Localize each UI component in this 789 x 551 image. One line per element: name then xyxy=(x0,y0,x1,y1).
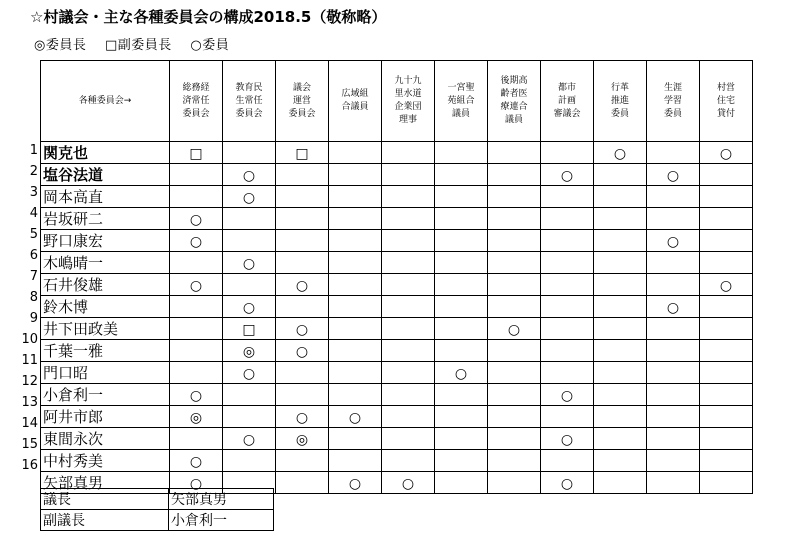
membership-mark: ○ xyxy=(719,277,733,294)
membership-mark: ○ xyxy=(613,145,627,162)
membership-cell xyxy=(170,428,223,450)
member-name: 東間永次 xyxy=(41,428,170,450)
membership-cell xyxy=(700,318,753,340)
membership-cell xyxy=(223,296,276,318)
membership-mark: ○ xyxy=(666,233,680,250)
table-row xyxy=(41,428,753,450)
membership-cell xyxy=(647,384,700,406)
membership-cell xyxy=(435,384,488,406)
membership-mark: ○ xyxy=(189,387,203,404)
membership-cell xyxy=(170,340,223,362)
membership-cell xyxy=(276,296,329,318)
membership-mark: ○ xyxy=(560,167,574,184)
row-number: 13 xyxy=(21,395,38,410)
committee-header: 議会 運営 委員会 xyxy=(276,61,329,142)
membership-mark: ○ xyxy=(242,365,256,382)
membership-cell xyxy=(594,164,647,186)
membership-cell xyxy=(329,318,382,340)
membership-cell xyxy=(329,384,382,406)
membership-cell xyxy=(435,340,488,362)
table-row xyxy=(41,362,753,384)
membership-cell xyxy=(541,252,594,274)
membership-cell xyxy=(541,362,594,384)
officer-role: 副議長 xyxy=(41,510,169,531)
membership-cell xyxy=(435,252,488,274)
membership-cell xyxy=(382,450,435,472)
membership-cell xyxy=(594,208,647,230)
row-number: 15 xyxy=(21,437,38,452)
member-name: 鈴木博 xyxy=(41,296,170,318)
membership-cell xyxy=(647,450,700,472)
membership-mark: ○ xyxy=(560,387,574,404)
membership-cell xyxy=(541,318,594,340)
membership-cell xyxy=(435,230,488,252)
membership-cell xyxy=(276,384,329,406)
table-row xyxy=(41,274,753,296)
page-title: ☆村議会・主な各種委員会の構成2018.5（敬称略） xyxy=(30,8,387,26)
committee-header: 村営 住宅 貸付 xyxy=(700,61,753,142)
membership-cell xyxy=(223,252,276,274)
membership-cell xyxy=(594,186,647,208)
membership-cell xyxy=(647,230,700,252)
membership-cell xyxy=(594,296,647,318)
committee-header: 九十九 里水道 企業団 理事 xyxy=(382,61,435,142)
row-number: 16 xyxy=(21,458,38,473)
membership-cell xyxy=(329,296,382,318)
membership-cell xyxy=(276,230,329,252)
officer-name: 小倉利一 xyxy=(169,510,274,531)
membership-cell xyxy=(541,230,594,252)
row-number: 9 xyxy=(29,311,38,326)
officer-row xyxy=(41,510,274,531)
membership-cell xyxy=(647,296,700,318)
membership-cell xyxy=(541,472,594,494)
membership-cell xyxy=(276,186,329,208)
officer-role: 議長 xyxy=(41,489,169,510)
officer-row xyxy=(41,489,274,510)
membership-cell xyxy=(700,208,753,230)
membership-cell xyxy=(488,186,541,208)
membership-cell xyxy=(276,428,329,450)
membership-cell xyxy=(382,230,435,252)
membership-cell xyxy=(435,318,488,340)
membership-cell xyxy=(700,428,753,450)
membership-cell xyxy=(594,252,647,274)
membership-mark: ○ xyxy=(666,299,680,316)
member-name: 中村秀美 xyxy=(41,450,170,472)
membership-cell xyxy=(488,274,541,296)
committee-header: 後期高 齢者医 療連合 議員 xyxy=(488,61,541,142)
membership-cell xyxy=(170,450,223,472)
membership-cell xyxy=(594,472,647,494)
membership-cell xyxy=(594,318,647,340)
member-name: 関克也 xyxy=(41,142,170,164)
membership-cell xyxy=(329,274,382,296)
membership-cell xyxy=(594,142,647,164)
membership-cell xyxy=(223,450,276,472)
membership-mark: ◎ xyxy=(295,431,309,448)
membership-cell xyxy=(488,450,541,472)
membership-cell xyxy=(488,472,541,494)
membership-cell xyxy=(223,142,276,164)
membership-cell xyxy=(541,208,594,230)
membership-cell xyxy=(541,340,594,362)
membership-cell xyxy=(170,406,223,428)
committee-header: 広域組 合議員 xyxy=(329,61,382,142)
membership-cell xyxy=(170,274,223,296)
membership-cell xyxy=(435,450,488,472)
membership-cell xyxy=(488,362,541,384)
row-number: 6 xyxy=(29,248,38,263)
member-name: 塩谷法道 xyxy=(41,164,170,186)
membership-cell xyxy=(541,142,594,164)
membership-cell xyxy=(435,186,488,208)
row-number: 1 xyxy=(29,143,38,158)
membership-mark: ○ xyxy=(719,145,733,162)
row-number: 3 xyxy=(29,185,38,200)
table-row xyxy=(41,296,753,318)
membership-cell xyxy=(276,252,329,274)
membership-cell xyxy=(541,296,594,318)
membership-cell xyxy=(223,340,276,362)
table-row xyxy=(41,340,753,362)
member-name: 矢部真男 xyxy=(41,472,170,494)
membership-cell xyxy=(223,274,276,296)
membership-cell xyxy=(700,472,753,494)
membership-mark: ○ xyxy=(189,233,203,250)
membership-cell xyxy=(488,340,541,362)
membership-mark: ◎ xyxy=(242,343,256,360)
committee-header: 都市 計画 審議会 xyxy=(541,61,594,142)
committee-table xyxy=(40,60,753,494)
membership-cell xyxy=(170,384,223,406)
row-number: 2 xyxy=(29,164,38,179)
row-number: 8 xyxy=(29,290,38,305)
member-name: 木嶋晴一 xyxy=(41,252,170,274)
membership-cell xyxy=(170,296,223,318)
membership-cell xyxy=(647,428,700,450)
membership-cell xyxy=(488,296,541,318)
membership-cell xyxy=(276,406,329,428)
row-number: 4 xyxy=(29,206,38,221)
membership-cell xyxy=(647,252,700,274)
membership-mark: ○ xyxy=(295,321,309,338)
legend xyxy=(34,34,243,53)
member-name: 野口康宏 xyxy=(41,230,170,252)
membership-cell xyxy=(382,362,435,384)
officer-name: 矢部真男 xyxy=(169,489,274,510)
table-header-row xyxy=(41,61,753,142)
membership-cell xyxy=(382,296,435,318)
membership-cell xyxy=(382,142,435,164)
membership-mark: ○ xyxy=(295,277,309,294)
membership-mark: ○ xyxy=(295,343,309,360)
membership-cell xyxy=(223,186,276,208)
member-name: 岡本高直 xyxy=(41,186,170,208)
row-number: 14 xyxy=(21,416,38,431)
member-name: 千葉一雅 xyxy=(41,340,170,362)
membership-cell xyxy=(329,472,382,494)
member-name: 小倉利一 xyxy=(41,384,170,406)
member-name: 石井俊雄 xyxy=(41,274,170,296)
membership-cell xyxy=(382,252,435,274)
membership-cell xyxy=(329,450,382,472)
membership-cell xyxy=(276,164,329,186)
membership-cell xyxy=(329,428,382,450)
membership-cell xyxy=(647,406,700,428)
membership-cell xyxy=(276,142,329,164)
membership-cell xyxy=(382,340,435,362)
table-row xyxy=(41,186,753,208)
membership-cell xyxy=(276,450,329,472)
membership-cell xyxy=(647,142,700,164)
membership-mark: ○ xyxy=(189,211,203,228)
membership-mark: ○ xyxy=(189,453,203,470)
membership-cell xyxy=(541,164,594,186)
table-row xyxy=(41,142,753,164)
table-row xyxy=(41,450,753,472)
row-number: 7 xyxy=(29,269,38,284)
legend-vice-chair: □副委員長 xyxy=(104,38,172,53)
membership-cell xyxy=(170,318,223,340)
membership-cell xyxy=(541,450,594,472)
membership-mark: ○ xyxy=(348,409,362,426)
membership-cell xyxy=(594,274,647,296)
membership-cell xyxy=(488,208,541,230)
membership-mark: ◎ xyxy=(189,409,203,426)
membership-cell xyxy=(223,230,276,252)
committee-header: 一宮聖 苑組合 議員 xyxy=(435,61,488,142)
membership-cell xyxy=(647,274,700,296)
officers-table xyxy=(40,488,274,531)
membership-mark: ○ xyxy=(242,299,256,316)
membership-cell xyxy=(488,384,541,406)
membership-mark: ○ xyxy=(560,431,574,448)
membership-cell xyxy=(435,208,488,230)
membership-cell xyxy=(541,428,594,450)
row-number: 10 xyxy=(21,332,38,347)
membership-cell xyxy=(170,208,223,230)
membership-cell xyxy=(488,318,541,340)
membership-cell xyxy=(541,384,594,406)
membership-cell xyxy=(488,428,541,450)
membership-mark: ○ xyxy=(242,431,256,448)
membership-cell xyxy=(223,318,276,340)
membership-cell xyxy=(700,142,753,164)
row-number: 12 xyxy=(21,374,38,389)
membership-cell xyxy=(594,384,647,406)
membership-cell xyxy=(541,406,594,428)
membership-cell xyxy=(435,142,488,164)
membership-cell xyxy=(647,362,700,384)
membership-cell xyxy=(594,406,647,428)
membership-cell xyxy=(594,230,647,252)
membership-cell xyxy=(276,274,329,296)
membership-cell xyxy=(382,406,435,428)
membership-mark: ○ xyxy=(401,475,415,492)
membership-cell xyxy=(647,340,700,362)
membership-cell xyxy=(647,472,700,494)
membership-cell xyxy=(382,384,435,406)
membership-cell xyxy=(700,406,753,428)
membership-cell xyxy=(329,230,382,252)
membership-cell xyxy=(329,340,382,362)
membership-cell xyxy=(700,384,753,406)
membership-mark: ○ xyxy=(454,365,468,382)
membership-cell xyxy=(700,164,753,186)
membership-mark: □ xyxy=(189,145,203,162)
membership-cell xyxy=(382,186,435,208)
membership-cell xyxy=(223,384,276,406)
membership-cell xyxy=(382,472,435,494)
membership-cell xyxy=(223,406,276,428)
membership-cell xyxy=(276,340,329,362)
membership-mark: ○ xyxy=(189,475,203,492)
member-name: 岩坂研二 xyxy=(41,208,170,230)
legend-chair: ◎委員長 xyxy=(34,38,87,53)
membership-mark: ○ xyxy=(189,277,203,294)
membership-cell xyxy=(594,450,647,472)
membership-cell xyxy=(170,164,223,186)
membership-cell xyxy=(382,274,435,296)
membership-cell xyxy=(435,362,488,384)
membership-cell xyxy=(329,142,382,164)
membership-cell xyxy=(223,164,276,186)
membership-mark: ○ xyxy=(295,409,309,426)
membership-mark: ○ xyxy=(242,189,256,206)
membership-mark: ○ xyxy=(242,167,256,184)
membership-cell xyxy=(647,318,700,340)
membership-cell xyxy=(700,274,753,296)
membership-cell xyxy=(170,186,223,208)
membership-cell xyxy=(700,362,753,384)
membership-cell xyxy=(329,406,382,428)
membership-cell xyxy=(382,208,435,230)
membership-mark: ○ xyxy=(242,255,256,272)
membership-cell xyxy=(223,362,276,384)
corner-header: 各種委員会→ xyxy=(41,61,170,142)
committee-header: 行革 推進 委員 xyxy=(594,61,647,142)
member-name: 井下田政美 xyxy=(41,318,170,340)
membership-cell xyxy=(170,142,223,164)
membership-cell xyxy=(382,164,435,186)
membership-cell xyxy=(488,406,541,428)
table-row xyxy=(41,384,753,406)
table-row xyxy=(41,164,753,186)
table-row xyxy=(41,230,753,252)
membership-cell xyxy=(329,362,382,384)
row-number: 5 xyxy=(29,227,38,242)
table-row xyxy=(41,318,753,340)
membership-mark: □ xyxy=(295,145,309,162)
membership-cell xyxy=(700,186,753,208)
membership-cell xyxy=(276,318,329,340)
membership-cell xyxy=(170,252,223,274)
membership-cell xyxy=(700,340,753,362)
membership-cell xyxy=(541,186,594,208)
membership-cell xyxy=(647,186,700,208)
table-row xyxy=(41,252,753,274)
membership-cell xyxy=(488,164,541,186)
membership-cell xyxy=(276,472,329,494)
membership-cell xyxy=(435,274,488,296)
membership-cell xyxy=(435,406,488,428)
legend-member: ○委員 xyxy=(190,38,230,53)
membership-mark: ○ xyxy=(666,167,680,184)
membership-cell xyxy=(223,428,276,450)
membership-cell xyxy=(435,164,488,186)
membership-cell xyxy=(647,164,700,186)
membership-cell xyxy=(700,450,753,472)
membership-mark: ○ xyxy=(348,475,362,492)
membership-cell xyxy=(647,208,700,230)
committee-header: 総務経 済常任 委員会 xyxy=(170,61,223,142)
membership-cell xyxy=(541,274,594,296)
membership-cell xyxy=(488,252,541,274)
row-number: 11 xyxy=(21,353,38,368)
membership-cell xyxy=(170,230,223,252)
membership-cell xyxy=(488,230,541,252)
membership-cell xyxy=(223,208,276,230)
member-name: 阿井市郎 xyxy=(41,406,170,428)
membership-mark: ○ xyxy=(507,321,521,338)
membership-cell xyxy=(329,164,382,186)
table-row xyxy=(41,406,753,428)
membership-cell xyxy=(435,296,488,318)
membership-mark: □ xyxy=(242,321,256,338)
committee-header: 教育民 生常任 委員会 xyxy=(223,61,276,142)
membership-cell xyxy=(276,362,329,384)
membership-cell xyxy=(700,296,753,318)
membership-cell xyxy=(594,362,647,384)
membership-cell xyxy=(329,208,382,230)
membership-cell xyxy=(488,142,541,164)
membership-cell xyxy=(700,230,753,252)
committee-header: 生涯 学習 委員 xyxy=(647,61,700,142)
membership-mark: ○ xyxy=(560,475,574,492)
membership-cell xyxy=(594,428,647,450)
membership-cell xyxy=(435,428,488,450)
membership-cell xyxy=(382,428,435,450)
membership-cell xyxy=(170,362,223,384)
membership-cell xyxy=(329,186,382,208)
member-name: 門口昭 xyxy=(41,362,170,384)
table-row xyxy=(41,208,753,230)
membership-cell xyxy=(382,318,435,340)
membership-cell xyxy=(435,472,488,494)
membership-cell xyxy=(594,340,647,362)
membership-cell xyxy=(276,208,329,230)
membership-cell xyxy=(329,252,382,274)
membership-cell xyxy=(700,252,753,274)
